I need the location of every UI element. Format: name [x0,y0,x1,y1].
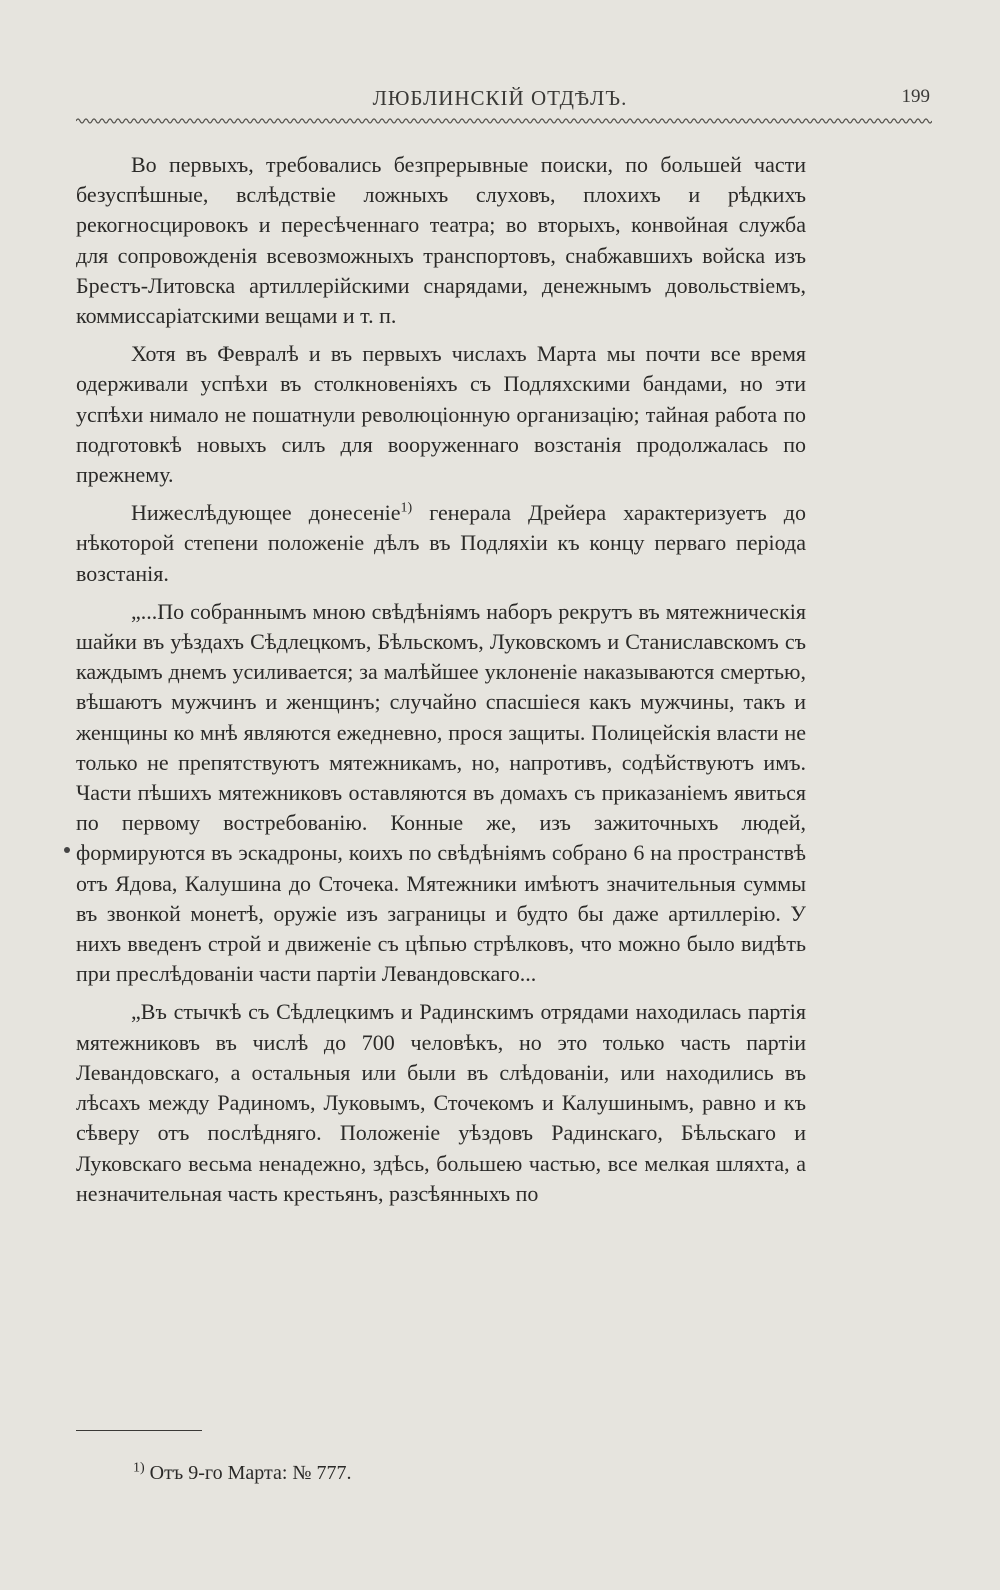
footnote-text: Отъ 9-го Марта: № 777. [144,1462,352,1484]
paragraph: Во первыхъ, требовались безпрерывные поиски, по большей части безуспѣшные, вслѣдствіе ложныхъ слуховъ, плохихъ и рѣдкихъ рекогносцировокъ и пересѣченнаго театра; во вторыхъ, конвойная служба для сопровожденія всевозможныхъ транспортовъ, снабжавшихъ войска изъ Брестъ-Литовска артиллерійскими снарядами, денежнымъ довольствіемъ, коммиссаріатскими вещами и т. п. [76,152,806,329]
paragraph-text: Нижеслѣдующее донесеніе [131,500,401,526]
main-text [76,150,806,1217]
footnote-mark: 1) [133,1460,145,1476]
paragraph-text: генерала Дрейера характеризуетъ до нѣкоторой степени положеніе дѣлъ въ Подляхіи къ концу перваго періода возстанія. [76,500,806,586]
footnote-divider [76,1430,202,1431]
page-number: 199 [901,86,930,107]
running-title: ЛЮБЛИНСКІЙ ОТДѢЛЪ. [372,86,628,110]
margin-mark [64,847,70,853]
paragraph-with-footnote-ref [76,498,806,589]
wavy-rule-ornament [76,114,932,128]
quoted-paragraph: „Въ стычкѣ съ Сѣдлецкимъ и Радинскимъ отрядами находилась партія мятежниковъ въ числѣ до 700 человѣкъ, но это только часть партіи Левандовскаго, а остальныя или были въ слѣдованіи, или находились въ лѣсахъ между Радиномъ, Луковымъ, Сточекомъ и Калушинымъ, равно и къ сѣверу отъ послѣдняго. Положеніе уѣздовъ Радинскаго, Бѣльскаго и Луковскаго весьма ненадежно, здѣсь, большею частью, все мелкая шляхта, а незначительная часть крестьянъ, разсѣянныхъ по [76,999,806,1206]
quoted-paragraph: „...По собраннымъ мною свѣдѣніямъ наборъ рекрутъ въ мятежническія шайки въ уѣздахъ Сѣдлецкомъ, Бѣльскомъ, Луковскомъ и Станиславскомъ съ каждымъ днемъ усиливается; за малѣйшее уклоненіе наказываются смертью, вѣшаютъ мужчинъ и женщинъ; случайно спасшіеся какъ мужчины, такъ и женщины ко мнѣ являются ежедневно, прося защиты. Полицейскія власти не только не препятствуютъ мятежникамъ, но, напротивъ, содѣйствуютъ имъ. Части пѣшихъ мятежниковъ оставляются въ домахъ съ приказаніемъ явиться по первому востребованію. Конные же, изъ зажиточныхъ людей, формируются въ эскадроны, коихъ по свѣдѣніямъ собрано 6 на пространствѣ отъ Ядова, Калушина до Сточека. Мятежники имѣютъ значительныя суммы въ звонкой монетѣ, оружіе изъ заграницы и будто бы даже артиллерію. У нихъ введенъ строй и движеніе съ цѣпью стрѣлковъ, что можно было видѣть при преслѣдованіи части партіи Левандовскаго... [76,598,806,987]
paragraph: Хотя въ Февралѣ и въ первыхъ числахъ Марта мы почти все время одерживали успѣхи въ столкновеніяхъ съ Подляхскими бандами, но эти успѣхи нимало не пошатнули революціонную организацію; тайная работа по подготовкѣ новыхъ силъ для вооруженнаго возстанія продолжалась по прежнему. [76,341,806,488]
footnote [133,1462,351,1485]
footnote-reference: 1) [400,500,413,516]
